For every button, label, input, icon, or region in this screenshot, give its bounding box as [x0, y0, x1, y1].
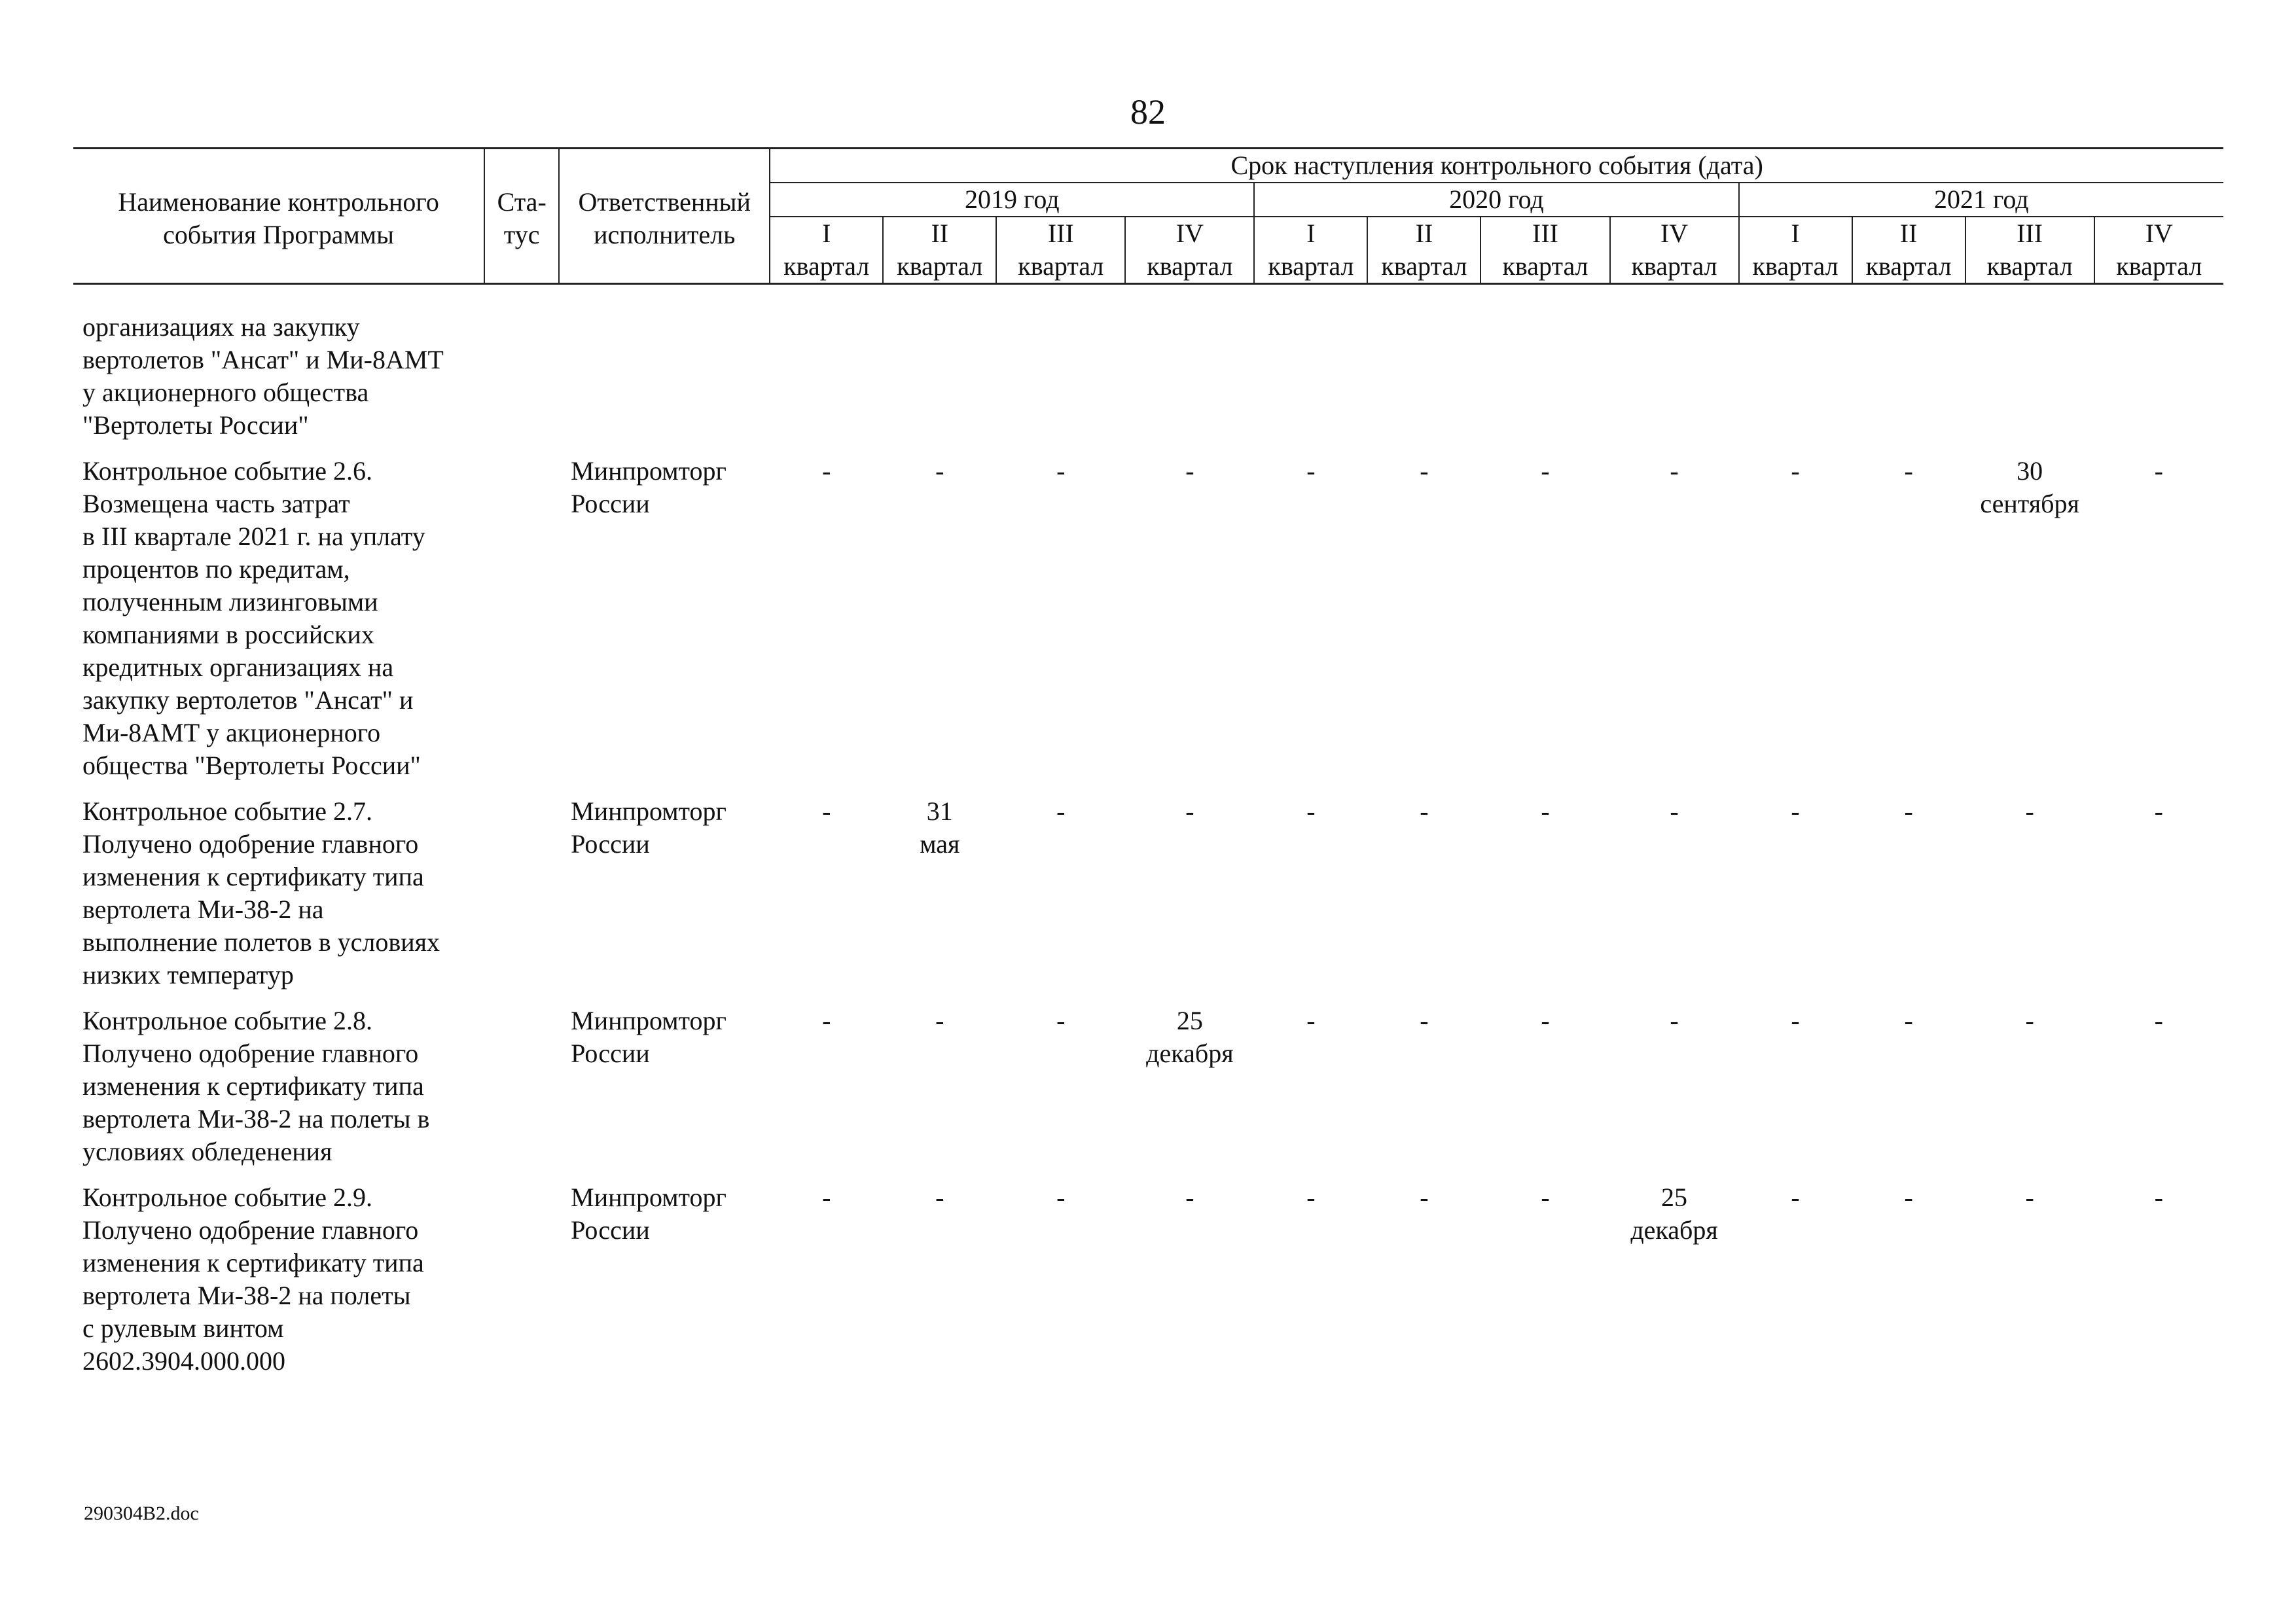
quarter-date-cell: -: [1306, 1183, 1316, 1212]
quarter-date-cell: -: [1306, 796, 1316, 826]
quarter-date-cell: -: [1420, 456, 1429, 486]
quarter-date-cell: -: [822, 1183, 831, 1212]
quarter-date-cell: [1254, 311, 1367, 455]
quarter-date-cell: -: [1541, 1183, 1550, 1212]
table-body: [73, 284, 2223, 1391]
header-quarter: IV квартал: [1125, 217, 1254, 284]
quarter-date-cell: -: [1904, 796, 1913, 826]
quarter-date-cell: -: [1904, 1183, 1913, 1212]
quarter-date-cell: [1965, 311, 2094, 455]
header-status: Ста- тус: [484, 149, 559, 284]
quarter-date-cell: -: [1056, 1006, 1066, 1035]
header-quarter: III квартал: [1480, 217, 1609, 284]
document-id: 290304В2.doc: [84, 1503, 199, 1524]
quarter-date-cell: -: [822, 456, 831, 486]
quarter-date-cell: [883, 311, 996, 455]
executor-cell: Минпромторг России: [571, 1183, 726, 1245]
event-name-cell: Контрольное событие 2.9. Получено одобрение главного изменения к сертификату типа вертолета Ми-38-2 на полеты с рулевым винтом 2602.3904.000.000: [82, 1183, 424, 1376]
quarter-date-cell: -: [1670, 456, 1679, 486]
header-quarter: III квартал: [996, 217, 1125, 284]
table-row: [73, 311, 2223, 455]
quarter-date-cell: -: [1420, 1006, 1429, 1035]
quarter-date-cell: 25 декабря: [1630, 1183, 1718, 1245]
executor-cell: Минпромторг России: [571, 796, 726, 859]
quarter-date-cell: -: [822, 1006, 831, 1035]
table-row: [73, 455, 2223, 795]
header-quarter: IV квартал: [1610, 217, 1739, 284]
quarter-date-cell: -: [2025, 1183, 2034, 1212]
event-name-cell: организациях на закупку вертолетов "Ансат" и Ми-8АМТ у акционерного общества "Вертолеты России": [82, 312, 444, 440]
quarter-date-cell: -: [1904, 456, 1913, 486]
status-cell: [484, 311, 559, 455]
quarter-date-cell: -: [2154, 796, 2163, 826]
status-cell: [484, 1005, 559, 1181]
quarter-date-cell: -: [935, 456, 944, 486]
quarter-date-cell: 25 декабря: [1146, 1006, 1234, 1068]
quarter-date-cell: [1480, 311, 1609, 455]
header-quarter: II квартал: [1852, 217, 1965, 284]
quarter-date-cell: -: [822, 796, 831, 826]
quarter-date-cell: -: [1541, 1006, 1550, 1035]
status-cell: [484, 795, 559, 1005]
quarter-date-cell: -: [2025, 1006, 2034, 1035]
event-name-cell: Контрольное событие 2.8. Получено одобрение главного изменения к сертификату типа вертолета Ми-38-2 на полеты в условиях обледенения: [82, 1006, 430, 1166]
quarter-date-cell: -: [1791, 456, 1800, 486]
page-number: 82: [1130, 92, 1166, 132]
quarter-date-cell: [1610, 311, 1739, 455]
executor-cell: [559, 311, 770, 455]
table-header: [73, 149, 2223, 284]
quarter-date-cell: -: [1056, 796, 1066, 826]
executor-cell: Минпромторг России: [571, 456, 726, 518]
quarter-date-cell: -: [1420, 796, 1429, 826]
status-cell: [484, 1181, 559, 1391]
table-row: [73, 1005, 2223, 1181]
header-event-name: Наименование контрольного события Программы: [73, 149, 484, 284]
quarter-date-cell: -: [2025, 796, 2034, 826]
quarter-date-cell: -: [1185, 796, 1194, 826]
event-name-cell: Контрольное событие 2.7. Получено одобрение главного изменения к сертификату типа вертолета Ми-38-2 на выполнение полетов в условиях низких температур: [82, 796, 440, 990]
event-name-cell: Контрольное событие 2.6. Возмещена часть затрат в III квартале 2021 г. на уплату процентов по кредитам, полученным лизинговыми компаниями в российских кредитных организациях на закупку вертолетов "Ансат" и Ми-8АМТ у акционерного общества "Вертолеты России": [82, 456, 425, 780]
header-year-2021: 2021 год: [1739, 183, 2223, 217]
header-quarter: II квартал: [883, 217, 996, 284]
quarter-date-cell: -: [1791, 1183, 1800, 1212]
quarter-date-cell: -: [1306, 1006, 1316, 1035]
header-year-2019: 2019 год: [770, 183, 1254, 217]
quarter-date-cell: [1125, 311, 1254, 455]
header-year-2020: 2020 год: [1254, 183, 1738, 217]
status-cell: [484, 455, 559, 795]
header-quarter: IV квартал: [2094, 217, 2223, 284]
quarter-date-cell: -: [1541, 456, 1550, 486]
quarter-date-cell: 30 сентября: [1980, 456, 2079, 518]
quarter-date-cell: [1852, 311, 1965, 455]
quarter-date-cell: [1739, 311, 1852, 455]
table-row: [73, 795, 2223, 1005]
table-row: [73, 1181, 2223, 1391]
quarter-date-cell: [770, 311, 883, 455]
quarter-date-cell: -: [1670, 796, 1679, 826]
quarter-date-cell: -: [935, 1006, 944, 1035]
quarter-date-cell: -: [1420, 1183, 1429, 1212]
quarter-date-cell: -: [1791, 1006, 1800, 1035]
quarter-date-cell: -: [1185, 1183, 1194, 1212]
quarter-date-cell: -: [1056, 1183, 1066, 1212]
quarter-date-cell: -: [2154, 1183, 2163, 1212]
header-quarter: II квартал: [1367, 217, 1480, 284]
executor-cell: Минпромторг России: [571, 1006, 726, 1068]
quarter-date-cell: -: [2154, 1006, 2163, 1035]
quarter-date-cell: -: [1056, 456, 1066, 486]
quarter-date-cell: -: [1185, 456, 1194, 486]
quarter-date-cell: 31 мая: [920, 796, 960, 859]
quarter-date-cell: -: [1541, 796, 1550, 826]
quarter-date-cell: -: [2154, 456, 2163, 486]
header-deadline-title: Срок наступления контрольного события (дата): [770, 149, 2223, 183]
control-events-table: [73, 147, 2223, 1391]
quarter-date-cell: -: [935, 1183, 944, 1212]
header-quarter: I квартал: [1254, 217, 1367, 284]
quarter-date-cell: -: [1904, 1006, 1913, 1035]
quarter-date-cell: [1367, 311, 1480, 455]
quarter-date-cell: [996, 311, 1125, 455]
quarter-date-cell: -: [1791, 796, 1800, 826]
header-quarter: I квартал: [770, 217, 883, 284]
header-quarter: III квартал: [1965, 217, 2094, 284]
quarter-date-cell: -: [1306, 456, 1316, 486]
header-quarter: I квартал: [1739, 217, 1852, 284]
quarter-date-cell: [2094, 311, 2223, 455]
header-executor: Ответственный исполнитель: [559, 149, 770, 284]
quarter-date-cell: -: [1670, 1006, 1679, 1035]
